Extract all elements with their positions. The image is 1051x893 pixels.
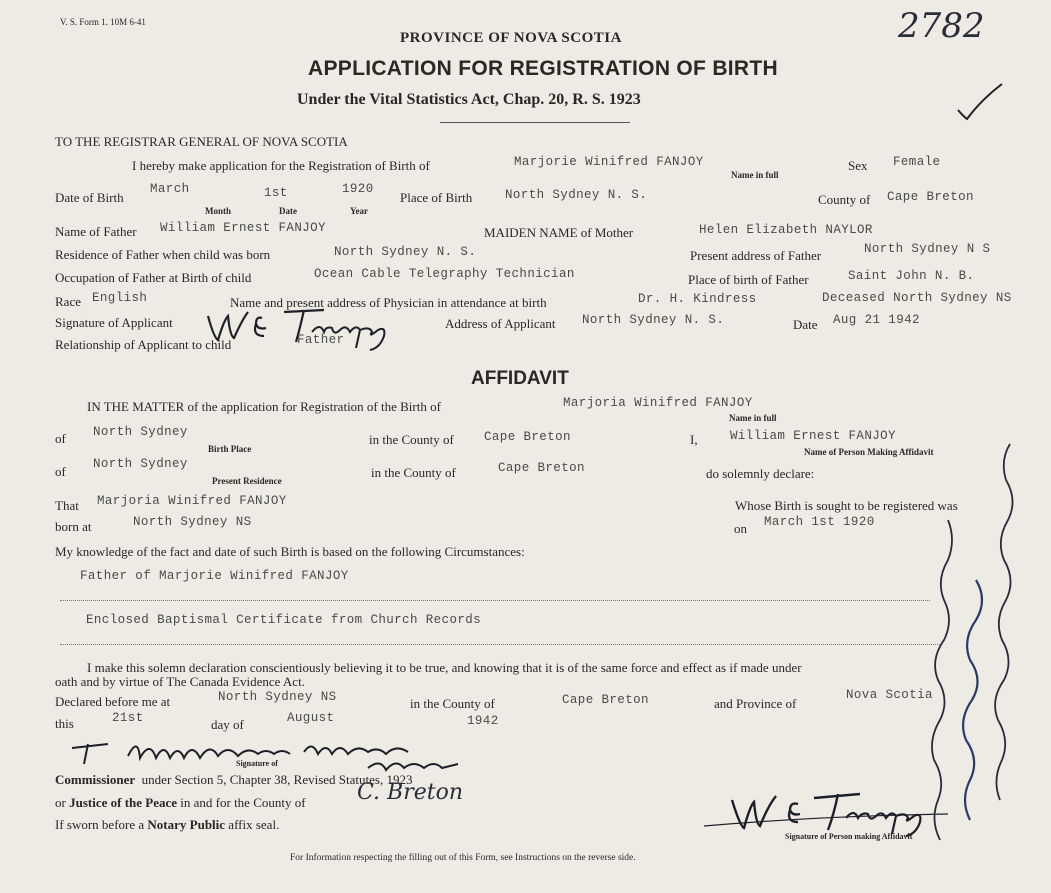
date-caption: Date [279,206,297,216]
matter-name-caption: Name in full [729,413,777,423]
of2-field: North Sydney [93,457,188,471]
blank-line-2 [60,644,940,645]
form-subtitle: Under the Vital Statistics Act, Chap. 20, R. S. 1923 [297,91,641,108]
county1-field: Cape Breton [484,430,571,444]
signature-of-caption: Signature of [236,759,278,768]
in-county-label-2: in the County of [371,465,456,480]
county-label: County of [818,192,871,207]
race-label: Race [55,294,81,309]
present-address-field: North Sydney N S [864,242,991,256]
declared-county-field: Cape Breton [562,693,649,707]
affiant-caption: Name of Person Making Affidavit [804,447,934,457]
child-name-field: Marjorie Winifred FANJOY [514,155,704,169]
applicant-address-field: North Sydney N. S. [582,313,725,327]
applicant-address-label: Address of Applicant [445,316,556,331]
sex-field: Female [893,155,941,169]
father-field: William Ernest FANJOY [160,221,326,235]
justice-label: Justice of the Peace [69,795,178,810]
occupation-label: Occupation of Father at Birth of child [55,270,252,285]
circumstance-2: Enclosed Baptismal Certificate from Church Records [86,613,482,627]
dob-date-field: 1st [264,186,288,200]
birth-place-caption: Birth Place [208,444,252,454]
justice-county-field: C. Breton [357,780,463,805]
place-of-birth-field: North Sydney N. S. [505,188,648,202]
on-label: on [734,521,747,536]
solemn-line-2: oath and by virtue of The Canada Evidence Act. [55,674,305,689]
month-field: August [287,711,335,725]
father-birthplace-label: Place of birth of Father [688,272,809,287]
province-label: and Province of [714,696,797,711]
father-birthplace-field: Saint John N. B. [848,269,975,283]
circumstance-1: Father of Marjorie Winifred FANJOY [80,569,349,583]
dob-label: Date of Birth [55,190,124,205]
notary-line [55,817,279,833]
sex-label: Sex [848,158,868,173]
occupation-field: Ocean Cable Telegraphy Technician [314,267,575,281]
knowledge-label: My knowledge of the fact and date of such Birth is based on the following Circumstances: [55,544,525,559]
declared-label: Declared before me at [55,694,171,709]
of1-field: North Sydney [93,425,188,439]
physician-status-field: Deceased North Sydney NS [822,291,1012,305]
registrar-annotation [900,440,1040,860]
notary-pre: If sworn before a [55,817,145,832]
dob-month-field: March [150,182,190,196]
affiant-signature-caption: Signature of Person making Affidavit [785,832,913,841]
date-label: Date [793,317,818,332]
commissioner-signature [68,728,468,778]
residence-label: Residence of Father when child was born [55,247,271,262]
matter-label: IN THE MATTER of the application for Registration of the Birth of [87,399,441,414]
of2-label: of [55,464,66,479]
date-field: Aug 21 1942 [833,313,920,327]
that-label: That [55,498,79,513]
matter-name-field: Marjoria Winifred FANJOY [563,396,753,410]
intro-label: I hereby make application for the Registration of Birth of [132,158,430,173]
county-field: Cape Breton [887,190,974,204]
year-field: 1942 [467,714,499,728]
footer-note: For Information respecting the filling out of this Form, see Instructions on the reverse side. [290,853,636,863]
relationship-field: Father [297,333,345,347]
declared-at-field: North Sydney NS [218,690,337,704]
declare-label: do solemnly declare: [706,466,815,481]
header-rule [440,122,630,123]
solemn-line-1: I make this solemn declaration conscientiously believing it to be true, and knowing that it is of the same force and effect as if made under [87,660,802,675]
check-mark [955,82,1005,122]
declared-county-label: in the County of [410,696,495,711]
born-at-label: born at [55,519,92,534]
province-field: Nova Scotia [846,688,933,702]
form-number: V. S. Form 1. 10M 6-41 [60,17,146,27]
addressee: TO THE REGISTRAR GENERAL OF NOVA SCOTIA [55,134,348,149]
commissioner-label: Commissioner [55,772,136,787]
this-label: this [55,716,74,731]
on-field: March 1st 1920 [764,515,875,529]
notary-post: affix seal. [228,817,280,832]
physician-label: Name and present address of Physician in attendance at birth [230,295,547,310]
or-label: or [55,795,66,810]
month-caption: Month [205,206,232,216]
father-label: Name of Father [55,224,137,239]
dob-year-field: 1920 [342,182,374,196]
affiant-name-field: William Ernest FANJOY [730,429,896,443]
commissioner-rest: under Section 5, Chapter 38, Revised Statutes, 1923 [141,772,413,787]
applicant-signature-label: Signature of Applicant [55,315,173,330]
that-field: Marjoria Winifred FANJOY [97,494,287,508]
place-of-birth-label: Place of Birth [400,190,473,205]
justice-rest: in and for the County of [180,795,306,810]
born-at-field: North Sydney NS [133,515,252,529]
day-field: 21st [112,711,144,725]
whose-birth-label: Whose Birth is sought to be registered was [735,498,958,513]
notary-label: Notary Public [147,817,226,832]
race-field: English [92,291,148,305]
justice-line [55,795,306,811]
affidavit-title: AFFIDAVIT [471,368,569,389]
mother-field: Helen Elizabeth NAYLOR [699,223,873,237]
relationship-label: Relationship of Applicant to child [55,337,232,352]
physician-field: Dr. H. Kindress [638,292,757,306]
present-residence-caption: Present Residence [212,476,282,486]
blank-line [60,600,930,601]
province-heading: PROVINCE OF NOVA SCOTIA [400,30,622,46]
county2-field: Cape Breton [498,461,585,475]
form-title: APPLICATION FOR REGISTRATION OF BIRTH [308,57,778,80]
year-caption: Year [350,206,368,216]
present-address-label: Present address of Father [690,248,822,263]
handwritten-number: 2782 [898,6,985,46]
residence-field: North Sydney N. S. [334,245,477,259]
day-of-label: day of [211,717,244,732]
in-county-label-1: in the County of [369,432,454,447]
i-label: I, [690,432,698,447]
name-in-full-caption: Name in full [731,170,779,180]
of1-label: of [55,431,66,446]
mother-label: MAIDEN NAME of Mother [484,225,634,240]
